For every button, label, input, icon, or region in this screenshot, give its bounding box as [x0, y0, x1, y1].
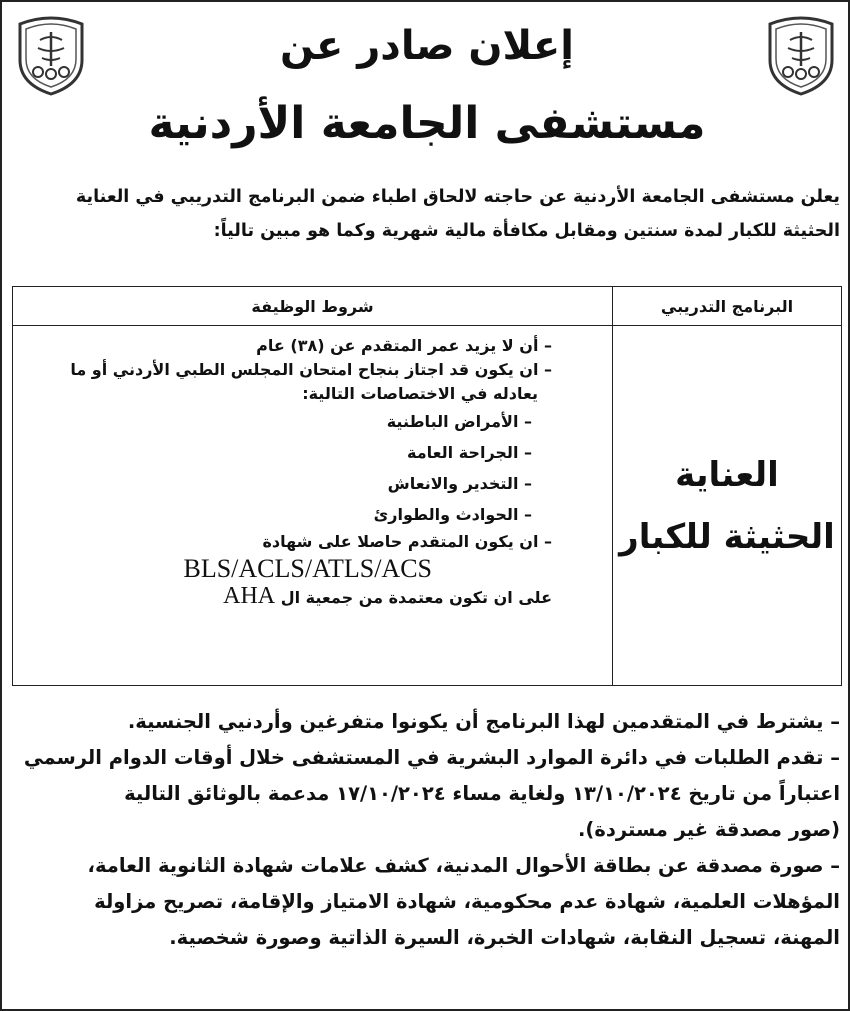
specialty-item: – الحوادث والطوارئ: [373, 505, 532, 524]
certificate-codes: BLS/ACLS/ATLS/ACS: [183, 554, 432, 583]
accreditation-text: على ان تكون معتمدة من جمعية ال: [280, 588, 552, 607]
hospital-emblem-icon: [14, 14, 88, 96]
note-line: اعتباراً من تاريخ ١٣/١٠/٢٠٢٤ ولغاية مساء ١٧/١٠/٢٠٢٤ مدعمة بالوثائق التالية: [124, 782, 840, 805]
condition-certificate: – ان يكون المتقدم حاصلا على شهادة: [262, 532, 552, 551]
condition-exam-continued: يعادله في الاختصاصات التالية:: [302, 384, 538, 403]
accreditation-org: AHA: [223, 583, 276, 609]
intro-line: يعلن مستشفى الجامعة الأردنية عن حاجته لالحاق اطباء ضمن البرنامج التدريبي في العناية: [75, 187, 840, 207]
program-name-line: الحثيثة للكبار: [619, 516, 835, 557]
condition-exam: – ان يكون قد اجتاز بنجاح امتحان المجلس الطبي الأردني أو ما: [70, 360, 552, 379]
specialty-item: – الأمراض الباطنية: [386, 412, 532, 431]
program-name-cell: [613, 326, 842, 686]
program-conditions-table: [12, 286, 842, 686]
conditions-cell: [13, 326, 613, 686]
note-line: – صورة مصدقة عن بطاقة الأحوال المدنية، كشف علامات شهادة الثانوية العامة،: [87, 854, 840, 877]
note-line: المهنة، تسجيل النقابة، شهادات الخبرة، السيرة الذاتية وصورة شخصية.: [169, 926, 840, 949]
intro-paragraph: [14, 180, 840, 248]
announcement-title: إعلان صادر عن: [280, 23, 574, 69]
specialty-item: – الجراحة العامة: [407, 443, 532, 462]
note-line: – تقدم الطلبات في دائرة الموارد البشرية في المستشفى خلال أوقات الدوام الرسمي: [23, 746, 840, 769]
program-name-line: العناية: [675, 454, 779, 495]
note-line: المؤهلات العلمية، شهادة عدم محكومية، شهادة الامتياز والإقامة، تصريح مزاولة: [94, 890, 840, 913]
intro-line: الحثيثة للكبار لمدة سنتين ومقابل مكافأة مالية شهرية وكما هو مبين تالياً:: [213, 221, 840, 241]
program-column-header: البرنامج التدريبي: [613, 287, 842, 326]
certificate-accreditation: [13, 584, 552, 610]
notes-section: [16, 704, 840, 956]
condition-age: – أن لا يزيد عمر المتقدم عن (٣٨) عام: [256, 336, 552, 355]
note-line: – يشترط في المتقدمين لهذا البرنامج أن يكونوا متفرغين وأردنيي الجنسية.: [127, 710, 840, 733]
note-line: (صور مصدقة غير مستردة).: [578, 818, 840, 841]
hospital-name-title: مستشفى الجامعة الأردنية: [148, 98, 706, 149]
hospital-emblem-icon: [764, 14, 838, 96]
specialty-item: – التخدير والانعاش: [387, 474, 532, 493]
conditions-column-header: شروط الوظيفة: [13, 287, 613, 326]
